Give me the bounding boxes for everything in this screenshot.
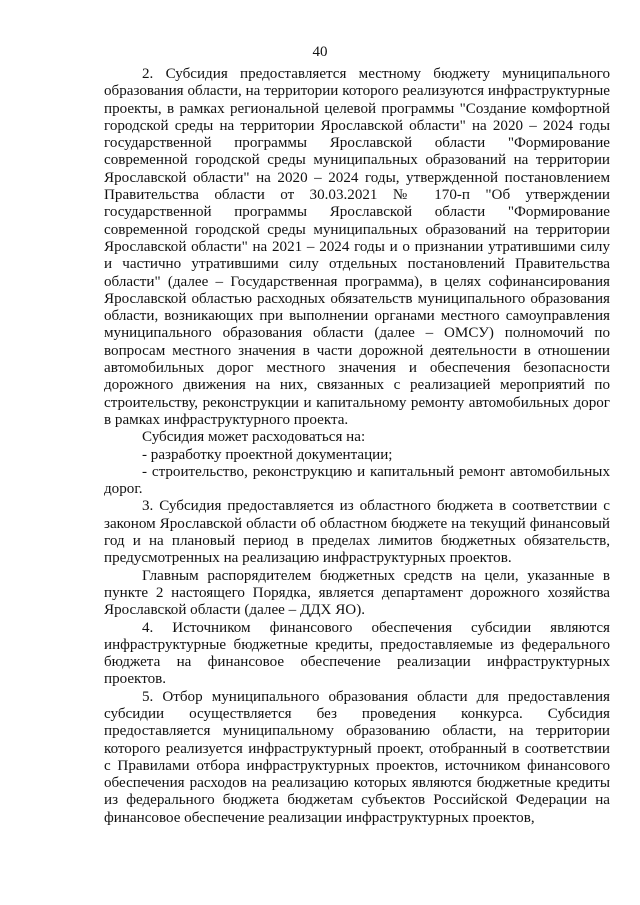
page-number: 40 — [312, 44, 328, 60]
paragraph-expenditure-item-construction: - строительство, реконструкцию и капитальный ремонт автомобильных дорог. — [104, 463, 610, 498]
paragraph-clause-3: 3. Субсидия предоставляется из областного бюджета в соответствии с законом Ярославской области об областном бюджете на текущий финансовый год и на плановый период в пределах лимитов бюджетных обязательств, предусмотренных на реализацию инфраструктурных проектов. — [104, 498, 610, 567]
document-body — [104, 66, 610, 827]
paragraph-clause-4: 4. Источником финансового обеспечения субсидии являются инфраструктурные бюджетные кредиты, предоставляемые из федерального бюджета на финансовое обеспечение реализации инфраструктурных проектов. — [104, 619, 610, 688]
paragraph-clause-2: 2. Субсидия предоставляется местному бюджету муниципального образования области, на территории которого реализуются инфраструктурные проекты, в рамках региональной целевой программы "Создание комфортной городской среды на территории Ярославской области" на 2020 – 2024 годы государственной программы Ярославской области "Формирование современной городской среды муниципальных образований на территории Ярославской области" на 2020 – 2024 годы, утвержденной постановлением Правительства области от 30.03.2021 № 170-п "Об утверждении государственной программы Ярославской области "Формирование современной городской среды муниципальных образований на территории Ярославской области" на 2021 – 2024 годы и о признании утратившими силу и частично утратившими силу отдельных постановлений Правительства области" (далее – Государственная программа), в целях софинансирования Ярославской областью расходных обязательств муниципального образования области, возникающих при выполнении органами местного самоуправления муниципального образования области (далее – ОМСУ) полномочий по вопросам местного значения в части дорожной деятельности в отношении автомобильных дорог местного значения и обеспечения безопасности дорожного движения на них, связанных с реализацией мероприятий по строительству, реконструкции и капитальному ремонту автомобильных дорог в рамках инфраструктурного проекта. — [104, 66, 610, 428]
paragraph-clause-5: 5. Отбор муниципального образования области для предоставления субсидии осуществляется без проведения конкурса. Субсидия предоставляется муниципальному образованию области, на территории которого реализуется инфраструктурный проект, отобранный в соответствии с Правилами отбора инфраструктурных проектов, источником финансового обеспечения расходов на реализацию которых являются бюджетные кредиты из федерального бюджета бюджетам субъектов Российской Федерации на финансовое обеспечение реализации инфраструктурных проектов, — [104, 688, 610, 826]
paragraph-main-manager: Главным распорядителем бюджетных средств на цели, указанные в пункте 2 настоящего Порядка, является департамент дорожного хозяйства Ярославской области (далее – ДДХ ЯО). — [104, 567, 610, 619]
paragraph-expenditure-item-design: - разработку проектной документации; — [142, 446, 393, 463]
paragraph-expenditure-intro: Субсидия может расходоваться на: — [142, 429, 366, 446]
